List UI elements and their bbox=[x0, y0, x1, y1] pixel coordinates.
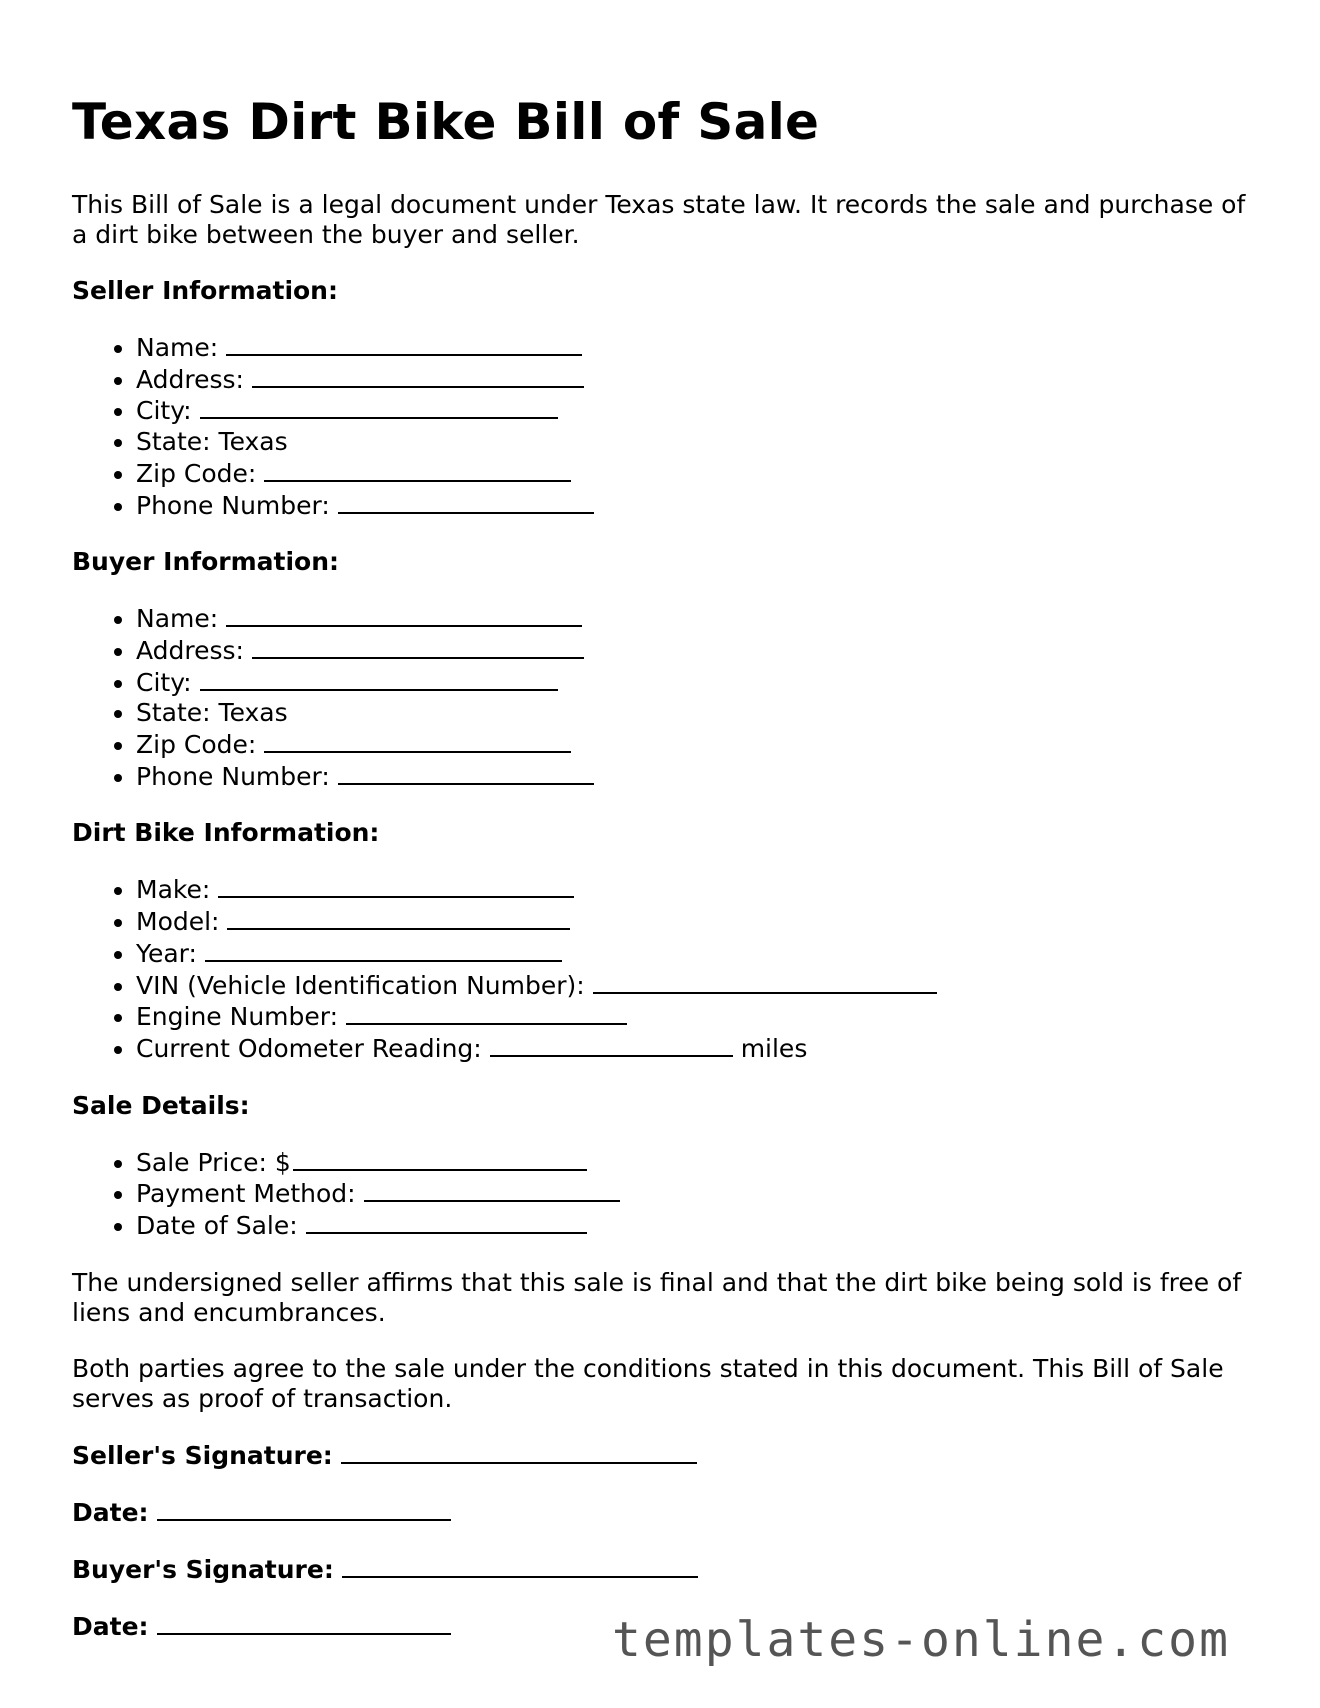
buyer-address-item bbox=[136, 635, 1252, 667]
bike-section-heading: Dirt Bike Information: bbox=[72, 818, 380, 848]
buyer-city-label: City: bbox=[136, 667, 192, 697]
buyer-name-label: Name: bbox=[136, 604, 219, 634]
bike-model-field[interactable] bbox=[227, 906, 570, 930]
document-title: Texas Dirt Bike Bill of Sale bbox=[72, 93, 820, 151]
bike-engine-label: Engine Number: bbox=[136, 1002, 339, 1032]
bike-vin-label: VIN (Vehicle Identification Number): bbox=[136, 970, 585, 1000]
buyer-zip-item bbox=[136, 729, 1252, 761]
seller-phone-item bbox=[136, 490, 1252, 522]
bike-info-list bbox=[72, 874, 1252, 1064]
seller-name-field[interactable] bbox=[226, 332, 582, 356]
buyer-zip-label: Zip Code: bbox=[136, 730, 257, 760]
bike-odometer-field[interactable] bbox=[490, 1033, 733, 1057]
buyer-phone-item bbox=[136, 761, 1252, 793]
seller-city-item bbox=[136, 395, 1252, 427]
bike-year-label: Year: bbox=[136, 938, 197, 968]
buyer-state-item bbox=[136, 698, 1252, 729]
bike-make-item bbox=[136, 874, 1252, 906]
buyer-section-heading: Buyer Information: bbox=[72, 547, 340, 577]
bike-odometer-item bbox=[136, 1033, 1252, 1065]
sale-date-item bbox=[136, 1210, 1252, 1242]
seller-address-label: Address: bbox=[136, 364, 244, 394]
buyer-date-label: Date: bbox=[72, 1611, 149, 1641]
sale-date-label: Date of Sale: bbox=[136, 1211, 298, 1241]
seller-name-item bbox=[136, 332, 1252, 364]
seller-city-label: City: bbox=[136, 396, 192, 426]
buyer-state-label: State: Texas bbox=[136, 698, 288, 728]
sale-section-heading: Sale Details: bbox=[72, 1090, 250, 1120]
agreement-paragraph: Both parties agree to the sale under the conditions stated in this document. This Bill of Sale serves as proof of transaction. bbox=[72, 1353, 1224, 1413]
seller-state-item bbox=[136, 427, 1252, 458]
document-page bbox=[72, 92, 1252, 1642]
watermark-text: templates-online.com bbox=[612, 1612, 1230, 1668]
sale-price-field[interactable] bbox=[293, 1147, 587, 1171]
seller-signature-field[interactable] bbox=[341, 1440, 697, 1464]
sale-payment-field[interactable] bbox=[364, 1178, 620, 1202]
seller-zip-label: Zip Code: bbox=[136, 458, 257, 488]
bike-vin-item bbox=[136, 970, 1252, 1002]
seller-date-line bbox=[72, 1497, 1252, 1528]
seller-address-field[interactable] bbox=[252, 364, 584, 388]
sale-price-item bbox=[136, 1147, 1252, 1179]
bike-odometer-unit: miles bbox=[740, 1033, 808, 1063]
buyer-signature-line bbox=[72, 1554, 1252, 1585]
bike-make-label: Make: bbox=[136, 875, 211, 905]
buyer-city-field[interactable] bbox=[200, 667, 558, 691]
intro-paragraph: This Bill of Sale is a legal document under Texas state law. It records the sale and purchase of a dirt bike between the buyer and seller. bbox=[72, 190, 1246, 249]
seller-date-field[interactable] bbox=[157, 1497, 451, 1521]
buyer-phone-field[interactable] bbox=[338, 761, 594, 785]
seller-section-heading: Seller Information: bbox=[72, 276, 338, 305]
seller-city-field[interactable] bbox=[200, 395, 558, 419]
affirmation-paragraph: The undersigned seller affirms that this sale is final and that the dirt bike being sold is free of liens and encumbrances. bbox=[72, 1267, 1242, 1327]
bike-engine-item bbox=[136, 1001, 1252, 1033]
buyer-name-item bbox=[136, 603, 1252, 635]
bike-year-field[interactable] bbox=[205, 938, 562, 962]
seller-date-label: Date: bbox=[72, 1497, 149, 1527]
bike-model-label: Model: bbox=[136, 907, 220, 937]
seller-phone-label: Phone Number: bbox=[136, 490, 330, 520]
bike-model-item bbox=[136, 906, 1252, 938]
buyer-date-field[interactable] bbox=[157, 1611, 451, 1635]
seller-phone-field[interactable] bbox=[338, 490, 594, 514]
seller-signature-line bbox=[72, 1440, 1252, 1471]
buyer-city-item bbox=[136, 667, 1252, 699]
buyer-signature-field[interactable] bbox=[342, 1554, 698, 1578]
seller-zip-field[interactable] bbox=[264, 458, 571, 482]
seller-info-list bbox=[72, 332, 1252, 521]
bike-odometer-label: Current Odometer Reading: bbox=[136, 1033, 482, 1063]
bike-vin-field[interactable] bbox=[593, 970, 937, 994]
sale-info-list bbox=[72, 1147, 1252, 1242]
seller-signature-label: Seller's Signature: bbox=[72, 1440, 333, 1470]
buyer-address-field[interactable] bbox=[252, 635, 584, 659]
seller-address-item bbox=[136, 364, 1252, 396]
seller-zip-item bbox=[136, 458, 1252, 490]
buyer-phone-label: Phone Number: bbox=[136, 761, 330, 791]
seller-name-label: Name: bbox=[136, 333, 219, 362]
buyer-zip-field[interactable] bbox=[264, 729, 571, 753]
buyer-info-list bbox=[72, 603, 1252, 792]
seller-state-label: State: Texas bbox=[136, 427, 288, 457]
sale-payment-label: Payment Method: bbox=[136, 1179, 356, 1209]
buyer-signature-label: Buyer's Signature: bbox=[72, 1554, 334, 1584]
sale-price-label: Sale Price: $ bbox=[136, 1147, 291, 1177]
bike-make-field[interactable] bbox=[218, 874, 574, 898]
bike-year-item bbox=[136, 938, 1252, 970]
buyer-name-field[interactable] bbox=[226, 603, 582, 627]
bike-engine-field[interactable] bbox=[346, 1001, 627, 1025]
buyer-address-label: Address: bbox=[136, 635, 244, 665]
sale-payment-item bbox=[136, 1178, 1252, 1210]
sale-date-field[interactable] bbox=[306, 1210, 587, 1234]
